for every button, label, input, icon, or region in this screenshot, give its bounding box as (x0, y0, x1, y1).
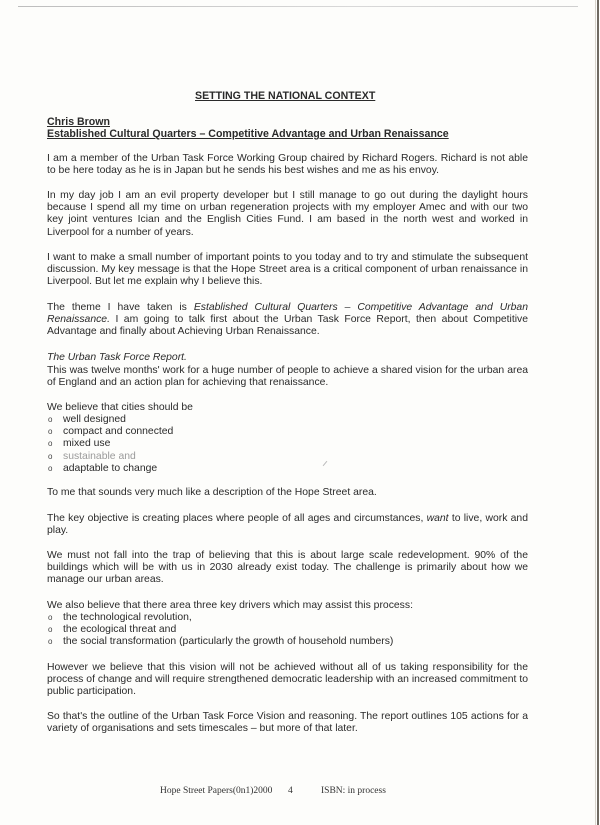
footer-page-number: 4 (288, 786, 293, 796)
bullet-icon: o (48, 427, 53, 437)
scan-right-edge-shadow (595, 0, 596, 825)
list-item-text: the social transformation (particularly the growth of household numbers) (63, 636, 394, 648)
paragraph-redevelopment: We must not fall into the trap of believing that this is about large scale redevelopment. 90% of the buildings which will be with us in 2030 already exist today. The challenge is primarily about how we manage our urban areas. (47, 550, 528, 586)
objective-text-pre: The key objective is creating places where people of all ages and circumstances, (47, 513, 427, 524)
list1-intro: We believe that cities should be (47, 402, 193, 413)
paragraph-intro: I am a member of the Urban Task Force Working Group chaired by Richard Rogers. Richard is not able to be here today as he is in Japan but he sends his best wishes and me as his envoy. (47, 153, 528, 177)
list-item-text: the technological revolution, (63, 612, 192, 623)
bullet-icon: o (48, 463, 53, 473)
page-footer (160, 786, 386, 796)
paragraph-theme (47, 302, 528, 339)
paragraph-day-job: In my day job I am an evil property developer but I still manage to go out during the daylight hours because I spend all my time on urban regeneration projects with my employer Amec and with our two key joint ventures Ician and the English Cities Fund. I am based in the north west and worked in Liverpool for a number of years. (47, 190, 528, 238)
paragraph-report: This was twelve months' work for a huge number of people to achieve a shared vision for the urban area of England and an action plan for achieving that renaissance. (47, 365, 528, 389)
objective-italic: want (426, 513, 449, 524)
bullet-icon: o (48, 451, 53, 461)
list-item (47, 612, 393, 624)
list-item-text: sustainable and (63, 450, 136, 462)
scan-pen-mark (323, 461, 328, 466)
paragraph-outline: So that's the outline of the Urban Task Force Vision and reasoning. The report outlines 105 actions for a variety of organisations and sets timescales – but more of that later. (47, 711, 528, 735)
section-heading-text: The Urban Task Force Report. (47, 352, 187, 363)
bullet-icon: o (48, 613, 53, 622)
list-item (47, 414, 173, 426)
list-item-text: well designed (63, 414, 126, 425)
footer-isbn: ISBN: in process (321, 786, 386, 796)
talk-title: Established Cultural Quarters – Competitive Advantage and Urban Renaissance (47, 128, 449, 140)
footer-publication-title: Hope Street Papers(0n1)2000 (160, 786, 273, 796)
bullet-icon: o (48, 625, 53, 635)
theme-title-italic: Established Cultural Quarters – Competitive Advantage and Urban Renaissance. (47, 302, 528, 326)
page-heading: SETTING THE NATIONAL CONTEXT (195, 90, 376, 102)
list2-intro: We also believe that there area three key drivers which may assist this process: (47, 600, 413, 611)
paragraph-key-objective (47, 513, 528, 537)
scan-right-edge (597, 0, 599, 825)
paragraph-key-message: I want to make a small number of important points to you today and to try and stimulate the subsequent discussion. My key message is that the Hope Street area is a critical component of urban renaissance in Liverpool. But let me explain why I believe this. (47, 252, 528, 288)
cities-should-be-list (47, 414, 173, 475)
bullet-icon: o (48, 439, 53, 449)
key-drivers-list (47, 612, 393, 649)
theme-text-post: I am going to talk first about the Urban Task Force Report, then about Competitive Advantage and finally about Achieving Urban Renaissance. (47, 314, 528, 338)
list-item (47, 451, 173, 463)
paragraph-responsibility: However we believe that this vision will not be achieved without all of us taking responsibility for the process of change and will require strengthened democratic leadership with an increased commitment to public participation. (47, 662, 528, 698)
list-item-text: the ecological threat and (63, 624, 177, 636)
list-item-text: mixed use (63, 438, 111, 450)
scan-top-rule (18, 6, 578, 7)
list-item-text: adaptable to change (63, 462, 158, 474)
list-item-text: compact and connected (63, 426, 174, 438)
bullet-icon: o (48, 637, 53, 647)
objective-text-post: to live, work and play. (47, 513, 528, 537)
list-item (47, 636, 393, 648)
list-item (47, 624, 393, 636)
paragraph-hope-street: To me that sounds very much like a description of the Hope Street area. (47, 487, 377, 498)
section-heading-urban-task-force (47, 352, 528, 364)
list-item (47, 426, 173, 438)
theme-text-pre: The theme I have taken is (47, 302, 194, 313)
list-item (47, 463, 173, 475)
author-name: Chris Brown (47, 116, 110, 128)
bullet-icon: o (48, 415, 53, 424)
list-item (47, 438, 173, 450)
